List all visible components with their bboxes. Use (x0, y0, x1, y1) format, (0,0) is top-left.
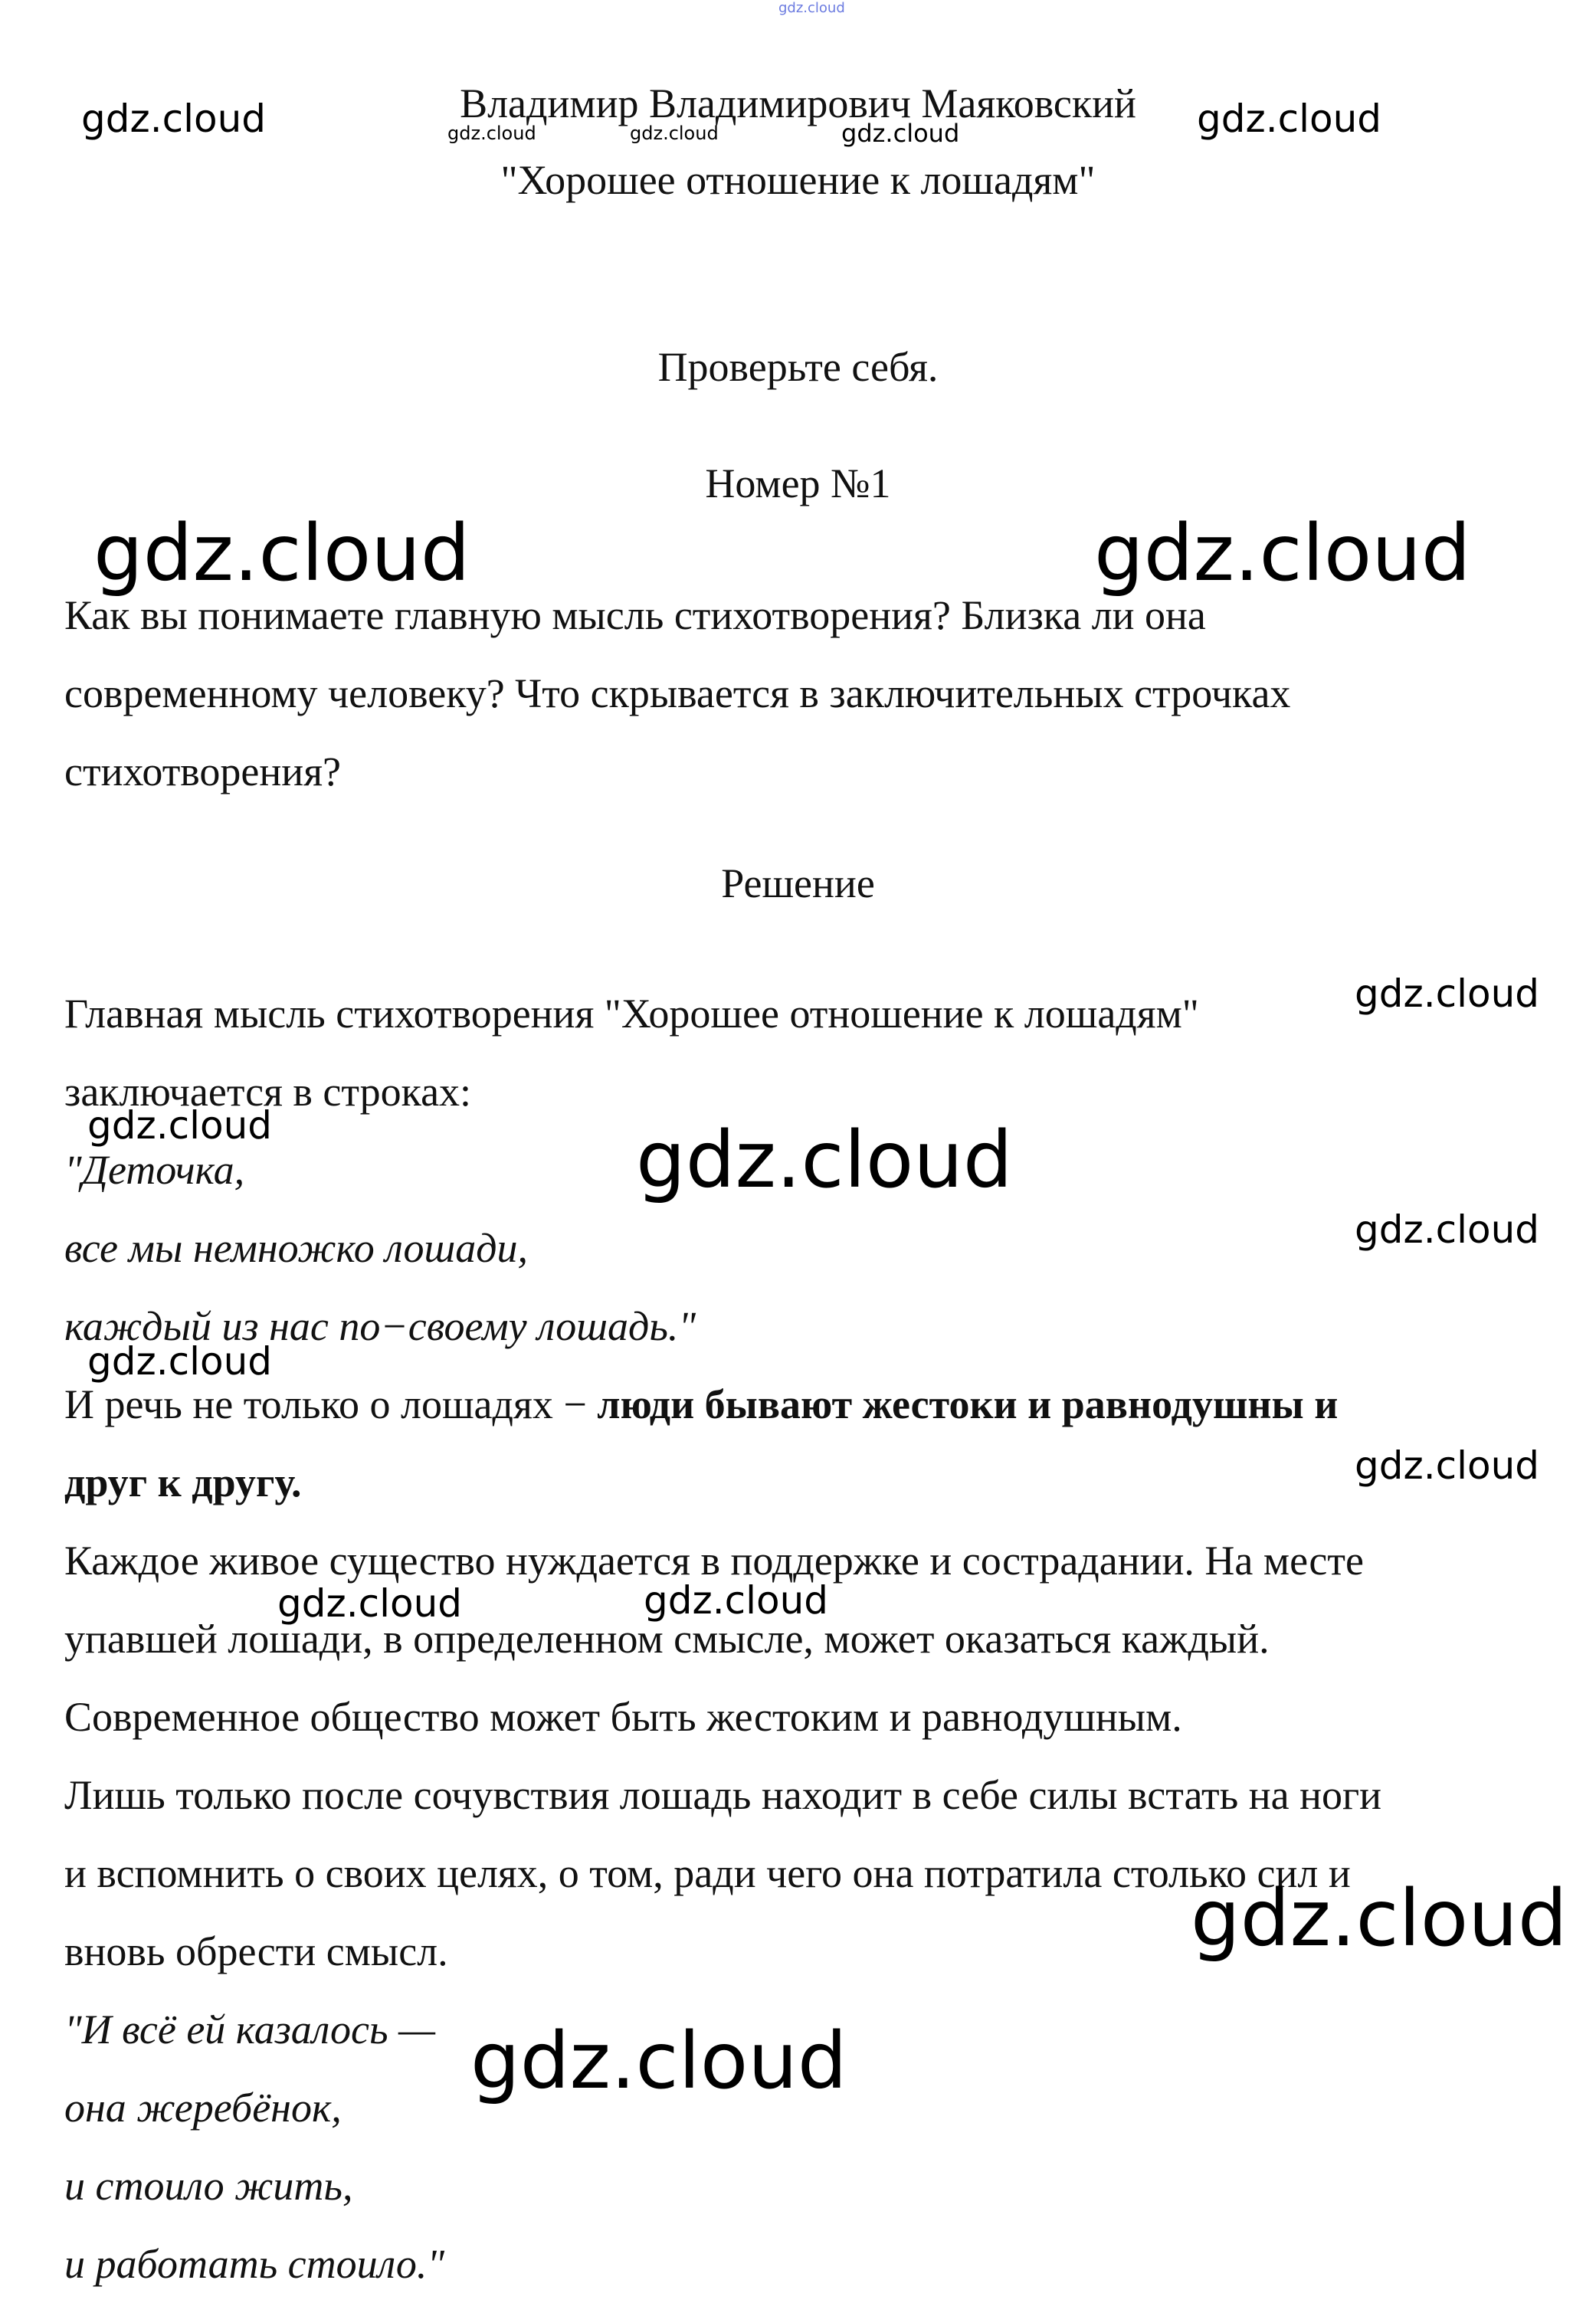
watermark: gdz.cloud (277, 1581, 463, 1626)
solution-line: Каждое живое существо нуждается в поддержке и сострадании. На месте (64, 1538, 1364, 1584)
watermark: gdz.cloud (87, 1339, 273, 1384)
question-line: современному человеку? Что скрывается в заключительных строчках (64, 670, 1291, 716)
quote-line: и работать стоило." (64, 2241, 445, 2287)
solution-text-plain: И речь не только о лошадях − (64, 1381, 598, 1427)
watermark: gdz.cloud (1191, 1873, 1568, 1964)
question-line: Как вы понимаете главную мысль стихотворения? Близка ли она (64, 592, 1206, 638)
watermark: gdz.cloud (1355, 971, 1540, 1016)
watermark: gdz.cloud (470, 2016, 847, 2107)
solution-line: Лишь только после сочувствия лошадь находит в себе силы встать на ноги (64, 1772, 1382, 1818)
watermark: gdz.cloud (1355, 1207, 1540, 1252)
question-line: стихотворения? (64, 749, 341, 794)
quote-line: "И всё ей казалось — (64, 2007, 436, 2052)
question-text (64, 576, 1558, 811)
solution-line: и вспомнить о своих целях, о том, ради чего она потратила столько сил и (64, 1850, 1351, 1896)
watermark: gdz.cloud (644, 1578, 829, 1623)
task-number: Номер №1 (705, 460, 891, 506)
solution-line: Главная мысль стихотворения "Хорошее отношение к лошадям" (64, 991, 1199, 1037)
solution-line: вновь обрести смысл. (64, 1928, 448, 1974)
watermark: gdz.cloud (630, 123, 719, 144)
section-check-heading: Проверьте себя. (657, 344, 939, 390)
author-name: Владимир Владимирович Маяковский (460, 80, 1136, 126)
solution-line (64, 1365, 1558, 1443)
watermark: gdz.cloud (1197, 97, 1382, 141)
quote-line: все мы немножко лошади, (64, 1225, 529, 1271)
solution-line: упавшей лошади, в определенном смысле, может оказаться каждый. (64, 1616, 1270, 1662)
watermark: gdz.cloud (87, 1103, 273, 1148)
solution-heading: Решение (721, 860, 875, 906)
watermark: gdz.cloud (81, 97, 267, 141)
watermark: gdz.cloud (93, 508, 470, 599)
quote-line: и стоило жить, (64, 2163, 353, 2209)
watermark: gdz.cloud (1094, 508, 1471, 599)
quote-line: "Деточка, (64, 1147, 245, 1193)
quote-line: она жеребёнок, (64, 2085, 342, 2131)
watermark: gdz.cloud (447, 123, 536, 144)
solution-text-bold: люди бывают жестоки и равнодушны и (597, 1381, 1339, 1427)
watermark: gdz.cloud (841, 119, 960, 148)
solution-line: Современное общество может быть жестоким и равнодушным. (64, 1694, 1182, 1740)
solution-line: заключается в строках: (64, 1069, 472, 1115)
watermark: gdz.cloud (1355, 1443, 1540, 1488)
quote-line: каждый из нас по−своему лошадь." (64, 1303, 696, 1349)
watermark: gdz.cloud (636, 1115, 1013, 1206)
poem-title: "Хорошее отношение к лошадям" (500, 157, 1096, 203)
top-watermark: gdz.cloud (778, 0, 845, 16)
solution-text-bold: друг к другу. (64, 1459, 302, 1505)
